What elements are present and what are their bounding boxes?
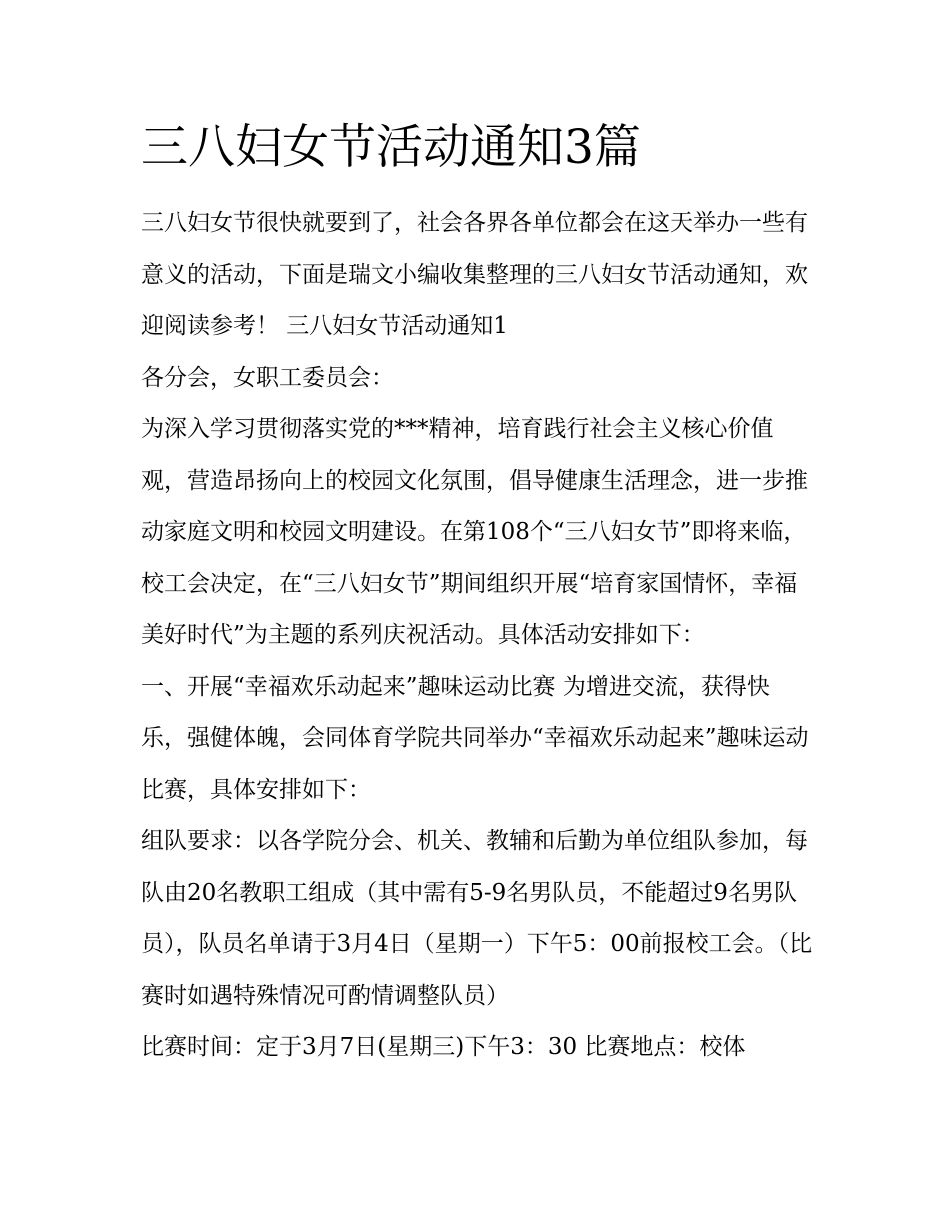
paragraph-team-requirements: 组队要求：以各学院分会、机关、教辅和后勤为单位组队参加，每队由20名教职工组成（其中需有5-9名男队员，不能超过9名男队员），队员名单请于3月4日（星期一）下午5：00前报校工会。（比赛时如遇特殊情况可酌情调整队员）	[141, 828, 813, 1009]
paragraph-match-time: 比赛时间：定于3月7日(星期三)下午3：30 比赛地点：校体	[141, 1034, 746, 1060]
paragraph-intro: 三八妇女节很快就要到了，社会各界各单位都会在这天举办一些有意义的活动，下面是瑞文小编收集整理的三八妇女节活动通知，欢迎阅读参考！ 三八妇女节活动通知1	[141, 210, 808, 339]
document-body	[141, 198, 813, 1074]
paragraph-salutation: 各分会，女职工委员会：	[141, 364, 394, 391]
paragraph-section-one: 一、开展“幸福欢乐动起来”趣味运动比赛 为增进交流，获得快乐，强健体魄，会同体育学院共同举办“幸福欢乐动起来”趣味运动比赛，具体安排如下：	[141, 673, 809, 803]
paragraph-background: 为深入学习贯彻落实党的***精神，培育践行社会主义核心价值观，营造昂扬向上的校园文化氛围，倡导健康生活理念，进一步推动家庭文明和校园文明建设。在第108个“三八妇女节”即将来临，校工会决定，在“三八妇女节”期间组织开展“培育家国情怀，幸福美好时代”为主题的系列庆祝活动。具体活动安排如下：	[141, 416, 808, 648]
document-title: 三八妇女节活动通知3篇	[141, 120, 641, 175]
